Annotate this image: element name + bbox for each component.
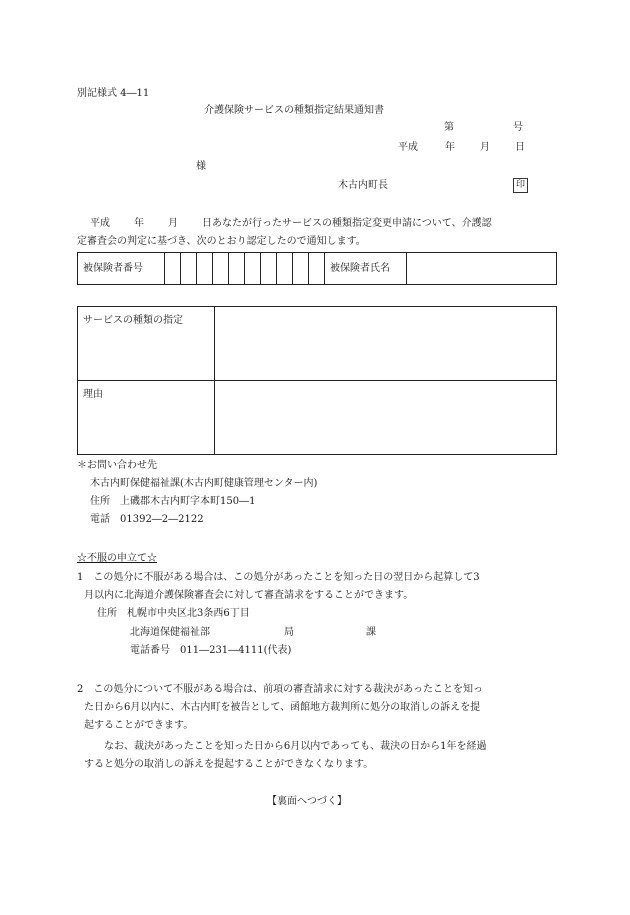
contact-address-value: 上磯郡木古内町字本町150―1 — [120, 496, 256, 507]
insured-number-digit[interactable] — [309, 253, 325, 285]
seal-box: 印 — [513, 178, 528, 193]
reason-label: 理由 — [78, 381, 215, 455]
contact-phone-value: 01392―2―2122 — [120, 514, 204, 525]
objection-item2-line3: 起することができます。 — [84, 720, 194, 731]
reason-value[interactable] — [215, 381, 557, 455]
review-phone-label: 電話番号 — [130, 645, 170, 656]
insured-number-digit[interactable] — [229, 253, 245, 285]
review-phone-value: 011―231―4111(代表) — [180, 645, 292, 656]
review-dept-name: 北海道保健福祉部 — [130, 627, 210, 638]
contact-address-label: 住所 — [90, 496, 110, 507]
insured-table — [77, 252, 557, 285]
continued-on-back: 【裏面へつづく】 — [267, 796, 347, 807]
issuer-name: 木古内町長 — [338, 180, 388, 191]
objection-item1-line2: 月以内に北海道介護保険審査会に対して審査請求をすることができます。 — [84, 590, 414, 601]
notice-paragraph-line2: 定審査会の判定に基づき、次のとおり認定したので通知します。 — [77, 236, 366, 247]
objection-item1-line1: 1 この処分に不服がある場合は、この処分があったことを知った日の翌日から起算して3 — [77, 572, 480, 583]
service-type-value[interactable] — [215, 307, 557, 381]
review-address-label: 住所 — [97, 608, 117, 619]
insured-number-digit[interactable] — [277, 253, 293, 285]
date-day: 日 — [515, 142, 525, 153]
insured-number-label: 被保険者番号 — [78, 253, 165, 285]
paragraph-year: 年 — [134, 218, 144, 229]
insured-number-digit[interactable] — [261, 253, 277, 285]
date-year: 年 — [445, 142, 455, 153]
review-department — [130, 627, 376, 639]
date-era: 平成 — [398, 142, 418, 153]
review-address — [97, 608, 250, 620]
contact-phone — [90, 514, 204, 526]
number-go: 号 — [513, 122, 523, 133]
service-type-label: サービスの種類の指定 — [78, 307, 215, 381]
contact-office: 木古内町保健福祉課(木古内町健康管理センター内) — [90, 478, 318, 489]
insured-number-digit[interactable] — [293, 253, 309, 285]
insured-number-digit[interactable] — [181, 253, 197, 285]
paragraph-month: 月 — [168, 218, 178, 229]
contact-phone-label: 電話 — [90, 514, 110, 525]
result-table — [77, 306, 557, 455]
form-number: 別記様式 4―11 — [77, 88, 150, 99]
document-title: 介護保険サービスの種類指定結果通知書 — [204, 105, 384, 116]
objection-heading: ☆不服の申立て☆ — [77, 553, 157, 564]
insured-name-value[interactable] — [407, 253, 557, 285]
number-dai: 第 — [444, 122, 454, 133]
insured-name-label: 被保険者氏名 — [325, 253, 407, 285]
review-dept-kyoku: 局 — [284, 627, 294, 638]
insured-number-digit[interactable] — [213, 253, 229, 285]
objection-item2-line1: 2 この処分について不服がある場合は、前項の審査請求に対する裁決があったことを知っ — [77, 684, 484, 695]
review-phone — [130, 645, 291, 657]
review-dept-ka: 課 — [366, 627, 376, 638]
date-month: 月 — [480, 142, 490, 153]
contact-address — [90, 496, 255, 508]
review-address-value: 札幌市中央区北3条西6丁目 — [127, 608, 250, 619]
paragraph-era: 平成 — [90, 218, 110, 229]
contact-heading: ＊お問い合わせ先 — [77, 460, 157, 471]
notice-paragraph-line1 — [90, 218, 492, 230]
addressee-suffix: 様 — [196, 161, 206, 172]
insured-number-digit[interactable] — [165, 253, 181, 285]
insured-number-digit[interactable] — [245, 253, 261, 285]
objection-item2-line5: すると処分の取消しの訴えを提起することができなくなります。 — [84, 759, 374, 770]
insured-number-digit[interactable] — [197, 253, 213, 285]
objection-item2-line4: なお、裁決があったことを知った日から6月以内であっても、裁決の日から1年を経過 — [104, 741, 487, 752]
objection-item2-line2: た日から6月以内に、木古内町を被告として、函館地方裁判所に処分の取消しの訴えを提 — [84, 702, 481, 713]
seal-mark — [513, 178, 528, 193]
paragraph-text: 日あなたが行ったサービスの種類指定変更申請について、介護認 — [202, 218, 492, 229]
